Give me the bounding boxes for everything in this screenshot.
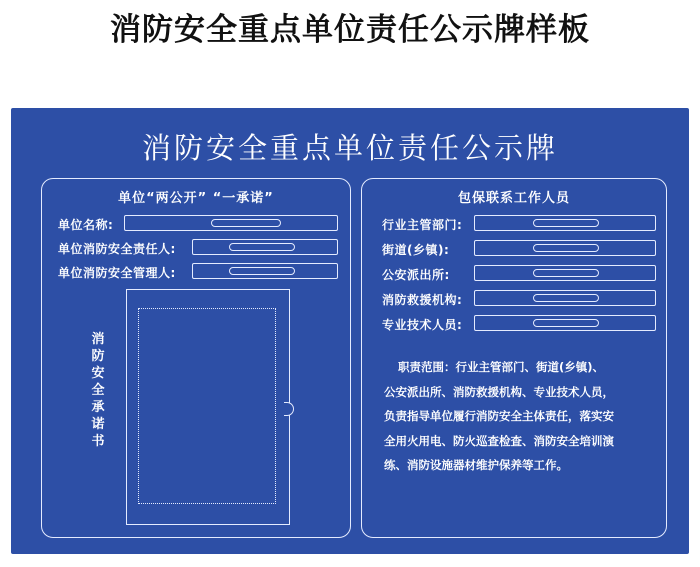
police-station-row (382, 265, 662, 285)
tech-staff-placeholder (533, 319, 599, 327)
duties-line: 公安派出所、消防救援机构、专业技术人员， (384, 384, 614, 399)
fire-rescue-label: 消防救援机构: (382, 293, 463, 307)
police-station-field[interactable] (474, 265, 656, 281)
contact-staff-panel (361, 178, 667, 538)
tech-staff-row (382, 315, 662, 335)
notice-board (11, 108, 689, 554)
industry-dept-label: 行业主管部门: (382, 218, 463, 232)
tech-staff-field[interactable] (474, 315, 656, 331)
unit-name-row (58, 215, 342, 235)
duties-line: 练、消防设施器材维护保养等工作。 (384, 458, 568, 472)
police-station-placeholder (533, 269, 599, 277)
page-title: 消防安全重点单位责任公示牌样板 (110, 12, 590, 48)
safety-responsible-row (58, 239, 342, 259)
street-field[interactable] (474, 240, 656, 256)
safety-responsible-field[interactable] (192, 239, 338, 255)
safety-responsible-placeholder (229, 243, 295, 251)
safety-manager-row (58, 263, 342, 283)
street-placeholder (533, 244, 599, 252)
safety-responsible-label: 单位消防安全责任人: (58, 242, 176, 256)
unit-name-label: 单位名称: (58, 218, 114, 232)
street-label: 街道(乡镇): (382, 243, 450, 257)
duties-line: 负责指导单位履行消防安全主体责任，落实安 (384, 409, 614, 423)
tech-staff-label: 专业技术人员: (382, 318, 463, 332)
safety-manager-field[interactable] (192, 263, 338, 279)
left-panel-heading: 单位“两公开” “一承诺” (118, 191, 274, 206)
safety-manager-placeholder (229, 267, 295, 275)
duties-line: 职责范围：行业主管部门、街道(乡镇)、 (398, 360, 605, 374)
industry-dept-field[interactable] (474, 215, 656, 231)
fire-rescue-field[interactable] (474, 290, 656, 306)
commitment-letter-frame (126, 289, 290, 525)
unit-name-placeholder (211, 219, 281, 227)
commitment-label: 消防安全承诺书 (91, 332, 105, 449)
unit-name-field[interactable] (124, 215, 338, 231)
unit-disclosure-panel (41, 178, 351, 538)
industry-dept-placeholder (533, 219, 599, 227)
police-station-label: 公安派出所: (382, 268, 450, 282)
commitment-letter-area (138, 308, 276, 504)
fire-rescue-placeholder (533, 294, 599, 302)
frame-notch (284, 402, 294, 416)
board-title: 消防安全重点单位责任公示牌 (141, 131, 558, 165)
duties-text (384, 355, 654, 478)
fire-rescue-row (382, 290, 662, 310)
street-row (382, 240, 662, 260)
safety-manager-label: 单位消防安全管理人: (58, 266, 176, 280)
industry-dept-row (382, 215, 662, 235)
duties-line: 全用火用电、防火巡查检查、消防安全培训演 (384, 433, 614, 448)
right-panel-heading: 包保联系工作人员 (457, 191, 570, 206)
